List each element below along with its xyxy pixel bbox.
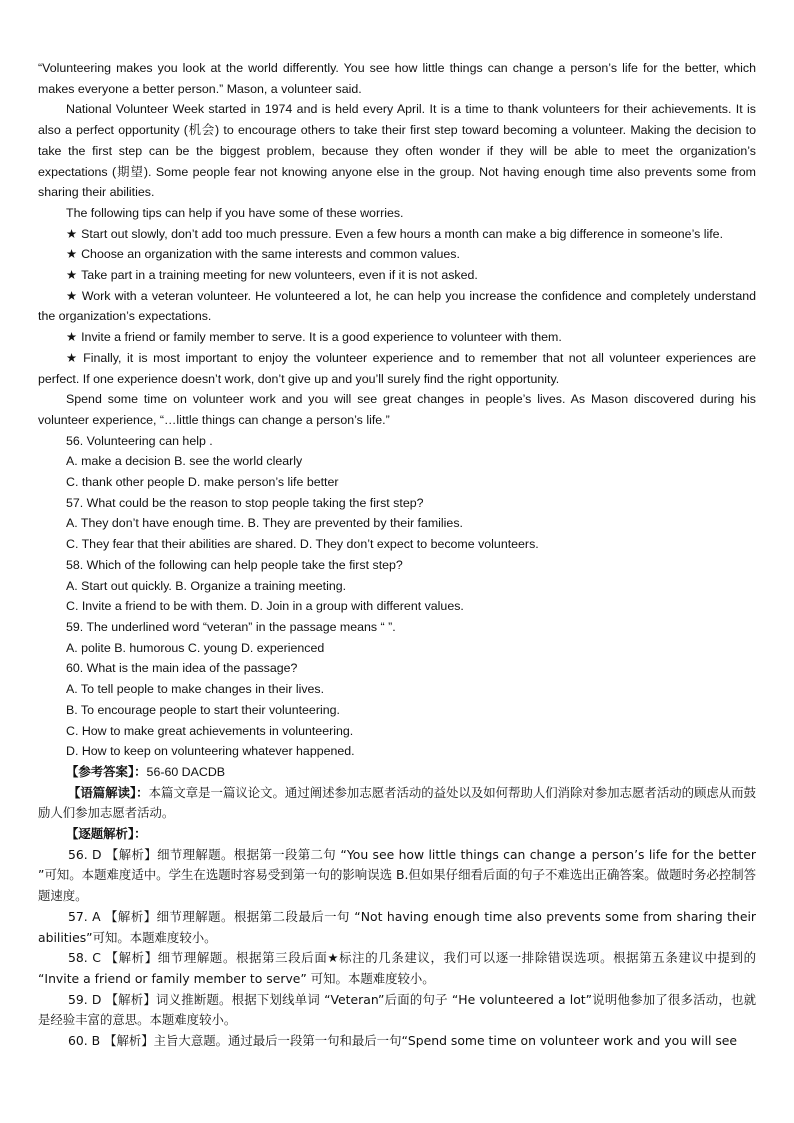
tip-item: ★ Invite a friend or family member to serve. It is a good experience to volunteer with them.	[66, 329, 562, 345]
passage-paragraph-3: The following tips can help if you have some of these worries.	[66, 205, 404, 220]
analysis-item: 58. C 【解析】细节理解题。根据第三段后面★标注的几条建议，我们可以逐一排除错误选项。根据第五条建议中提到的 “Invite a friend or family member to serve” 可知。本题难度较小。	[38, 950, 756, 986]
answer-key-value: 56-60 DACDB	[146, 764, 226, 779]
question-options: A. make a decision B. see the world clearly	[66, 454, 303, 469]
question-stem: 56. Volunteering can help .	[66, 433, 213, 448]
question-options: C. Invite a friend to be with them. D. Join in a group with different values.	[66, 599, 464, 614]
question-stem: 57. What could be the reason to stop people taking the first step?	[66, 495, 424, 510]
question-stem: 60. What is the main idea of the passage?	[66, 661, 298, 676]
analysis-label: 【逐题解析】：	[66, 826, 147, 842]
analysis-item: 57. A 【解析】细节理解题。根据第二段最后一句 “Not having enough time also prevents some from sharing their abilities”可知。本题难度较小。	[38, 908, 756, 945]
star-icon: ★	[66, 329, 78, 345]
passage-paragraph-1: “Volunteering makes you look at the world differently. You see how little things can change a person’s life for the better, which makes everyone a better person.” Mason, a volunteer said.	[38, 61, 756, 96]
tip-item: ★ Work with a veteran volunteer. He volunteered a lot, he can help you increase the confidence and completely understand the organization’s expectations.	[38, 287, 757, 324]
star-icon: ★	[66, 246, 78, 262]
question-options: A. Start out quickly. B. Organize a training meeting.	[66, 578, 347, 593]
interpretation	[38, 783, 756, 824]
question-options: A. polite B. humorous C. young D. experienced	[66, 640, 325, 655]
answer-key	[38, 762, 756, 783]
question-options: C. How to make great achievements in volunteering.	[66, 723, 354, 738]
tip-item: ★ Finally, it is most important to enjoy the volunteer experience and to remember that not all volunteer experiences are perfect. If one experience doesn’t work, don’t give up and you’ll surely find the right opportunity.	[38, 349, 757, 386]
question-options: C. They fear that their abilities are shared. D. They don’t expect to become volunteers.	[66, 537, 539, 552]
question-options: D. How to keep on volunteering whatever happened.	[66, 744, 355, 759]
star-icon: ★	[66, 225, 78, 241]
passage-paragraph-4: Spend some time on volunteer work and you will see great changes in people’s lives. As Mason discovered during his volunteer experience, “…little things can change a person’s life.”	[38, 392, 756, 427]
question-stem: 58. Which of the following can help people take the first step?	[66, 557, 403, 572]
passage-paragraph-2: National Volunteer Week started in 1974 and is held every April. It is a time to thank volunteers for their achievements. It is also a perfect opportunity (机会) to encourage others to take their first step toward becoming a volunteer. Making the decision to take the first step can be the biggest problem, because they often wonder if they will be able to meet the organization’s expectations (期望). Some people fear not knowing anyone else in the group. Not having enough time also prevents some from sharing their abilities.	[38, 102, 756, 200]
document-page	[38, 58, 756, 1052]
star-icon: ★	[66, 287, 78, 303]
question-stem: 59. The underlined word “veteran” in the passage means “ ”.	[66, 619, 396, 634]
analysis-item: 56. D 【解析】细节理解题。根据第一段第二句 “You see how little things can change a person’s life for the better ”可知。本题难度适中。学生在选题时容易受到第一句的影响误选 B.但如果仔细看后面的句子不难选出正确答案。做题时务必控制答题速度。	[38, 846, 756, 904]
question-options: A. To tell people to make changes in their lives.	[66, 682, 325, 697]
analysis-item: 59. D 【解析】词义推断题。根据下划线单词 “Veteran”后面的句子 “He volunteered a lot”说明他参加了很多活动，也就是经验丰富的意思。本题难度较小。	[38, 991, 756, 1028]
tip-item: ★ Start out slowly, don’t add too much pressure. Even a few hours a month can make a big difference in someone’s life.	[66, 225, 724, 241]
answer-key-label: 【参考答案】：	[66, 763, 147, 779]
interpretation-label: 【语篇解读】：	[68, 784, 149, 800]
interpretation-text: 本篇文章是一篇议论文。通过阐述参加志愿者活动的益处以及如何帮助人们消除对参加志愿者活动的顾虑从而鼓励人们参加志愿者活动。	[38, 784, 756, 821]
question-options: C. thank other people D. make person’s life better	[66, 475, 339, 490]
tip-item: ★ Take part in a training meeting for new volunteers, even if it is not asked.	[66, 267, 478, 283]
star-icon: ★	[66, 267, 78, 283]
question-options: B. To encourage people to start their volunteering.	[66, 702, 340, 717]
tip-item: ★ Choose an organization with the same interests and common values.	[66, 246, 460, 262]
question-options: A. They don’t have enough time. B. They are prevented by their families.	[66, 516, 463, 531]
analysis-item: 60. B 【解析】主旨大意题。通过最后一段第一句和最后一句“Spend some time on volunteer work and you will see	[68, 1033, 738, 1049]
star-icon: ★	[66, 349, 80, 365]
